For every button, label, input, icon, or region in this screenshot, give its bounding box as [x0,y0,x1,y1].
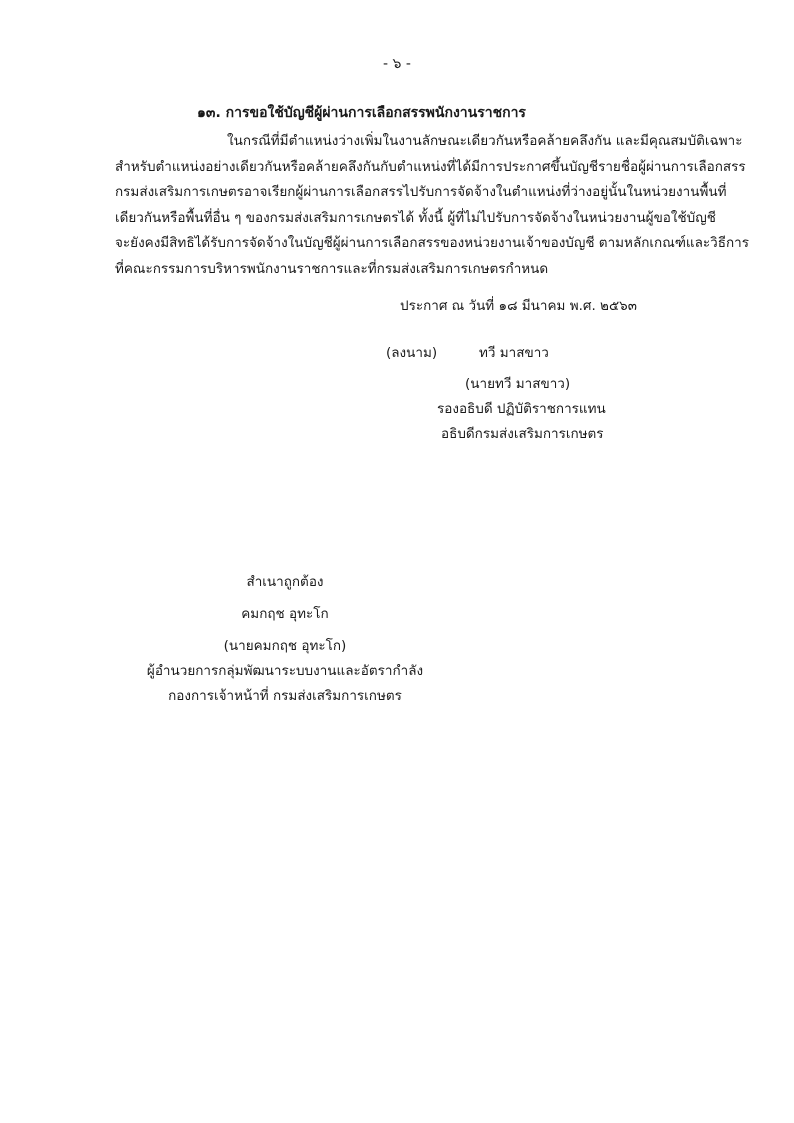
signed-label: (ลงนาม) [386,345,438,361]
paragraph-line: ในกรณีที่มีตำแหน่งว่างเพิ่มในงานลักษณะเดียวกันหรือคล้ายคลึงกัน และมีคุณสมบัติเฉพาะ [227,133,743,149]
signed-name: ทวี มาสขาว [479,345,549,361]
section-heading: ๑๓. การขอใช้บัญชีผู้ผ่านการเลือกสรรพนักงานราชการ [197,105,526,121]
certified-copy-position-line1: ผู้อำนวยการกลุ่มพัฒนาระบบงานและอัตรากำลัง [146,663,424,679]
section-paragraph [115,129,755,282]
certified-copy-position-line2: กองการเจ้าหน้าที่ กรมส่งเสริมการเกษตร [168,688,402,704]
paragraph-line: จะยังคงมีสิทธิได้รับการจัดจ้างในบัญชีผู้ผ่านการเลือกสรรของหน่วยงานเจ้าของบัญชี ตามหลักเกณฑ์และวิธีการ [115,235,749,251]
signatory-full-name: (นายทวี มาสขาว) [465,376,571,392]
certified-copy-signature: คมกฤช อุทะโก [241,606,329,622]
page-number: - ๖ - [383,56,411,72]
certified-copy-full-name: (นายคมกฤช อุทะโก) [223,638,347,654]
certified-copy-title: สำเนาถูกต้อง [246,574,324,590]
announcement-date: ประกาศ ณ วันที่ ๑๘ มีนาคม พ.ศ. ๒๕๖๓ [400,298,637,314]
signatory-position-line2: อธิบดีกรมส่งเสริมการเกษตร [441,426,604,442]
certified-copy-block [120,572,450,706]
paragraph-line: สำหรับตำแหน่งอย่างเดียวกันหรือคล้ายคลึงกันกับตำแหน่งที่ได้มีการประกาศขึ้นบัญชีรายชื่อผู้ผ่านการเลือกสรร [115,158,746,175]
paragraph-line: เดียวกันหรือพื้นที่อื่น ๆ ของกรมส่งเสริมการเกษตรได้ ทั้งนี้ ผู้ที่ไม่ไปรับการจัดจ้างในหน่วยงานผู้ขอใช้บัญชี [115,209,716,226]
paragraph-line: ที่คณะกรรมการบริหารพนักงานราชการและที่กรมส่งเสริมการเกษตรกำหนด [115,260,549,277]
signatory-position-line1: รองอธิบดี ปฏิบัติราชการแทน [437,401,606,417]
paragraph-line: กรมส่งเสริมการเกษตรอาจเรียกผู้ผ่านการเลือกสรรไปรับการจัดจ้างในตำแหน่งที่ว่างอยู่นั้นในหน่วยงานพื้นที่ [115,184,727,200]
